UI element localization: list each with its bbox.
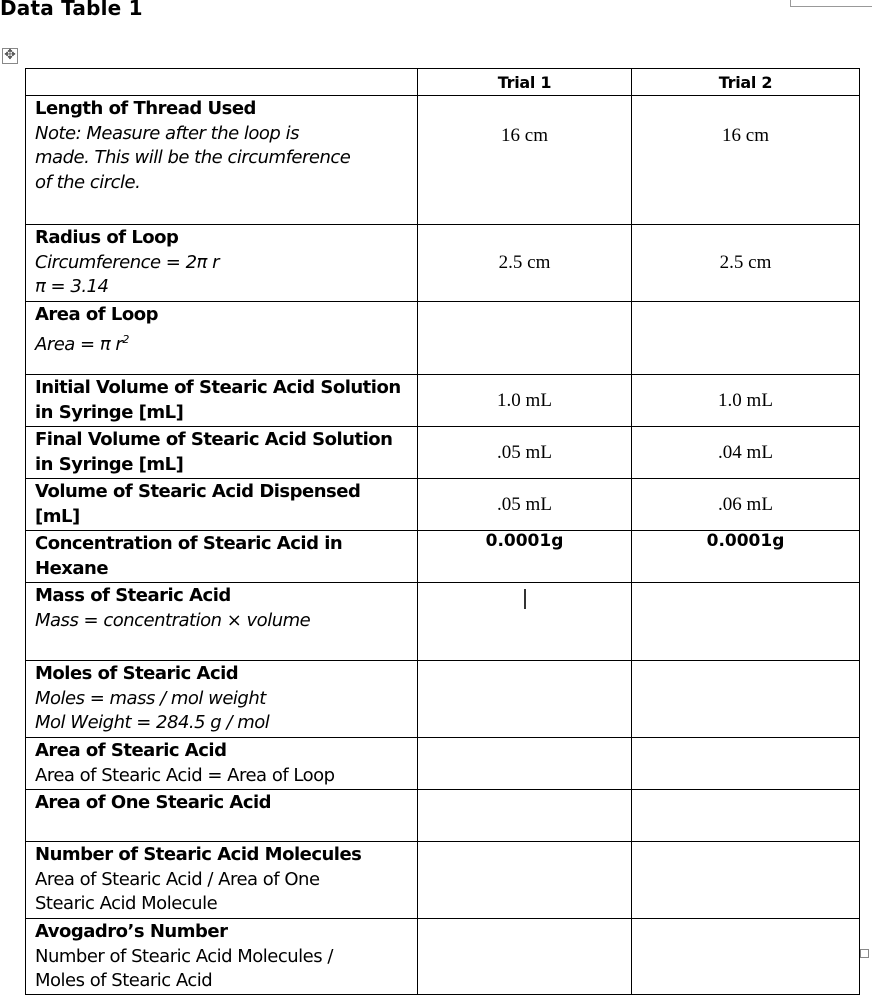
row-note: Note: Measure after the loop is xyxy=(35,122,299,144)
trial-1-cell[interactable] xyxy=(418,661,632,738)
trial-2-cell[interactable] xyxy=(632,583,860,661)
row-note: Mass = concentration × volume xyxy=(35,609,311,631)
row-label-cell[interactable] xyxy=(26,842,418,919)
trial-2-cell[interactable] xyxy=(632,302,860,375)
table-row xyxy=(26,919,860,995)
trial-2-cell[interactable]: 16 cm xyxy=(632,96,860,225)
row-label-cell[interactable] xyxy=(26,96,418,225)
header-trial-1: Trial 1 xyxy=(418,69,632,96)
trial-1-cell[interactable]: 16 cm xyxy=(418,96,632,225)
row-label-cell[interactable] xyxy=(26,919,418,995)
table-row xyxy=(26,479,860,531)
trial-1-cell[interactable]: .05 mL xyxy=(418,479,632,531)
formula-text: Area = π r xyxy=(35,333,123,355)
trial-1-cell[interactable] xyxy=(418,302,632,375)
row-label-cell[interactable] xyxy=(26,738,418,790)
trial-1-cell[interactable] xyxy=(418,842,632,919)
trial-2-cell[interactable] xyxy=(632,790,860,842)
row-label: Radius of Loop xyxy=(35,227,179,248)
table-resize-handle[interactable] xyxy=(860,949,869,958)
trial-2-cell[interactable]: 1.0 mL xyxy=(632,375,860,427)
trial-1-cell[interactable]: 1.0 mL xyxy=(418,375,632,427)
trial-2-cell[interactable] xyxy=(632,842,860,919)
row-label: Mass of Stearic Acid xyxy=(35,585,231,606)
trial-1-cell[interactable]: 2.5 cm xyxy=(418,225,632,302)
trial-1-cell[interactable] xyxy=(418,738,632,790)
row-label: in Syringe [mL] xyxy=(35,401,184,423)
trial-2-cell[interactable]: .06 mL xyxy=(632,479,860,531)
row-label-cell[interactable] xyxy=(26,375,418,427)
data-table xyxy=(25,68,860,995)
row-note: Moles = mass / mol weight xyxy=(35,687,266,709)
table-move-handle-icon[interactable]: ✥ xyxy=(2,48,18,64)
row-label-cell[interactable] xyxy=(26,225,418,302)
trial-2-cell[interactable]: .04 mL xyxy=(632,427,860,479)
row-label-cell[interactable] xyxy=(26,583,418,661)
row-label: Moles of Stearic Acid xyxy=(35,663,239,684)
trial-1-cell[interactable] xyxy=(418,919,632,995)
trial-2-cell[interactable]: 0.0001g xyxy=(632,531,860,583)
table-row xyxy=(26,531,860,583)
trial-2-cell[interactable]: 2.5 cm xyxy=(632,225,860,302)
table-row xyxy=(26,661,860,738)
row-label: [mL] xyxy=(35,505,80,527)
row-label: in Syringe [mL] xyxy=(35,453,184,475)
row-note: Mol Weight = 284.5 g / mol xyxy=(35,712,270,733)
header-row xyxy=(26,69,860,96)
table-row xyxy=(26,225,860,302)
header-trial-2: Trial 2 xyxy=(632,69,860,96)
row-label: Area of Loop xyxy=(35,304,158,325)
trial-1-cell[interactable] xyxy=(418,583,632,661)
row-note: Moles of Stearic Acid xyxy=(35,970,213,991)
row-label-cell[interactable] xyxy=(26,302,418,375)
trial-1-cell[interactable]: .05 mL xyxy=(418,427,632,479)
table-row xyxy=(26,375,860,427)
table-row xyxy=(26,738,860,790)
row-note: Stearic Acid Molecule xyxy=(35,893,218,914)
row-label: Avogadro’s Number xyxy=(35,921,228,942)
row-label-cell[interactable] xyxy=(26,790,418,842)
row-label: Area of One Stearic Acid xyxy=(35,792,272,813)
trial-1-cell[interactable] xyxy=(418,790,632,842)
document-title: Data Table 1 xyxy=(0,0,143,20)
trial-2-cell[interactable] xyxy=(632,661,860,738)
row-note: Number of Stearic Acid Molecules / xyxy=(35,945,333,967)
row-note: π = 3.14 xyxy=(35,276,109,297)
trial-1-cell[interactable]: 0.0001g xyxy=(418,531,632,583)
table-row xyxy=(26,583,860,661)
row-label-cell[interactable] xyxy=(26,661,418,738)
row-label: Hexane xyxy=(35,557,109,579)
header-empty xyxy=(26,69,418,96)
superscript: 2 xyxy=(122,332,129,346)
row-note: of the circle. xyxy=(35,171,141,193)
row-label: Length of Thread Used xyxy=(35,98,256,119)
row-note xyxy=(35,328,413,358)
header-box xyxy=(790,0,872,7)
row-note: made. This will be the circumference xyxy=(35,147,351,168)
table-row xyxy=(26,427,860,479)
trial-2-cell[interactable] xyxy=(632,738,860,790)
trial-2-cell[interactable] xyxy=(632,919,860,995)
row-label: Volume of Stearic Acid Dispensed xyxy=(35,481,361,502)
row-label: Number of Stearic Acid Molecules xyxy=(35,844,362,865)
row-note: Area of Stearic Acid / Area of One xyxy=(35,868,320,890)
table-row xyxy=(26,790,860,842)
text-cursor xyxy=(524,589,526,609)
row-note: Area of Stearic Acid = Area of Loop xyxy=(35,764,335,786)
row-label-cell[interactable] xyxy=(26,479,418,531)
table-row xyxy=(26,842,860,919)
row-label-cell[interactable] xyxy=(26,531,418,583)
table-row xyxy=(26,302,860,375)
row-label: Initial Volume of Stearic Acid Solution xyxy=(35,377,401,398)
row-label: Final Volume of Stearic Acid Solution xyxy=(35,429,393,450)
row-label: Concentration of Stearic Acid in xyxy=(35,533,343,554)
row-note: Circumference = 2π r xyxy=(35,251,220,273)
row-label: Area of Stearic Acid xyxy=(35,740,227,761)
table-row xyxy=(26,96,860,225)
row-label-cell[interactable] xyxy=(26,427,418,479)
